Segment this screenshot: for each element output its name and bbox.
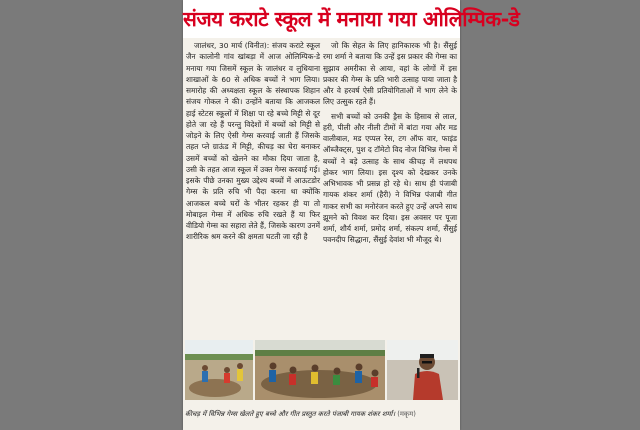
photo-strip (185, 340, 458, 400)
article-column-left (186, 40, 320, 328)
paragraph: सभी बच्चों को उनकी ड्रैस के हिसाब से लाल, हरी, पीली और नीली टीमों में बांटा गया और मड वालीबाल, मड एप्पल रेस, टग ऑफ वार, फाइंड ऑब्जैक्ट्स, पुश द टॉमेटो विद नोज विभिन्न गेम्स में बच्चों ने बड़े उत्साह के साथ कीचड़ में लथपथ होकर भाग लिया। इस दृश्य को देखकर उनके अभिभावक भी प्रसन्न हो रहे थे। साथ ही पंजाबी गायक शंकर शर्मा (हैरी) ने विभिन्न पंजाबी गीत गाकर सभी का मनोरंजन करते हुए उन्हें अपने साथ झूमने को विवश कर दिया। इस अवसर पर पूजा शर्मा, शौर्य शर्मा, प्रमोद शर्मा, संकल्प शर्मा, सैंसुई पवनदीप सिद्धाना, सैंसुई देवांश भी मौजूद थे। (323, 111, 457, 245)
article-column-right (323, 40, 457, 328)
paragraph: जालंधर, 30 मार्च (विनीत): संजय कराटे स्कूल जैन कालोनी गांव खांबड़ा में आज ओलिम्पिक-डे मनाया गया जिसमें स्कूल के जालंधर व लुधियाना शाखाओं के 60 से अधिक बच्चों ने भाग लिया। समारोह की अध्यक्षता स्कूल के संस्थापक शिहान संजय गोकल ने की। उन्होंने बताया कि आजकल हाई स्टेटस स्कूलों में शिक्षा पा रहे बच्चे मिट्टी से दूर होते जा रहे हैं परन्तु विदेशों में बच्चों को मिट्टी से जोड़ने के लिए ऐसी गेम्स करवाई जाती हैं जिसके तहत प्ले ग्राऊंड में मिट्टी, कीचड़ का घेरा बनाकर उसमें बच्चों को खेलने का मौका दिया जाता है, उसी के तहत आज स्कूल में उक्त गेम्स करवाई गई। इसके पीछे उनका मुख्य उद्देश्य बच्चों में आऊटडोर गेम्स के प्रति रुचि भी पैदा करना था क्योंकि आजकल बच्चे घरों के भीतर रहकर ही या तो मोबाइल गेम्स में अधिक रुचि रखते हैं या फिर वीडियो गेम्स का सहारा लेते हैं, जिसके कारण उनमें शारीरिक श्रम करने की क्षमता घटती जा रही है (186, 41, 320, 242)
newspaper-clipping (183, 0, 520, 430)
paragraph: जो कि सेहत के लिए हानिकारक भी है। सैंसुई रमा शर्मा ने बताया कि उन्हें इस प्रकार की गेम्स का सुझाव अमरीका से आया, वहां के लोगों में इस प्रकार की गेम्स के प्रति भारी उत्साह पाया जाता है और वे हरवर्ष ऐसी प्रतियोगिताओं में भाग लेने के लिए उत्सुक रहते हैं। (323, 41, 457, 107)
photo-singer (387, 340, 458, 400)
photo-caption (185, 401, 458, 427)
photo-children-playing (185, 340, 253, 400)
photo-children-in-mud (255, 340, 385, 400)
caption-text: कीचड़ में विभिन्न गेम्स खेलते हुए बच्चे और गीत प्रस्तुत करते पंजाबी गायक शंकर शर्मा। (185, 410, 396, 418)
headline: संजय कराटे स्कूल में मनाया गया ओलिम्पिक-डे (183, 0, 460, 38)
caption-credit: (मकृम) (397, 410, 416, 418)
